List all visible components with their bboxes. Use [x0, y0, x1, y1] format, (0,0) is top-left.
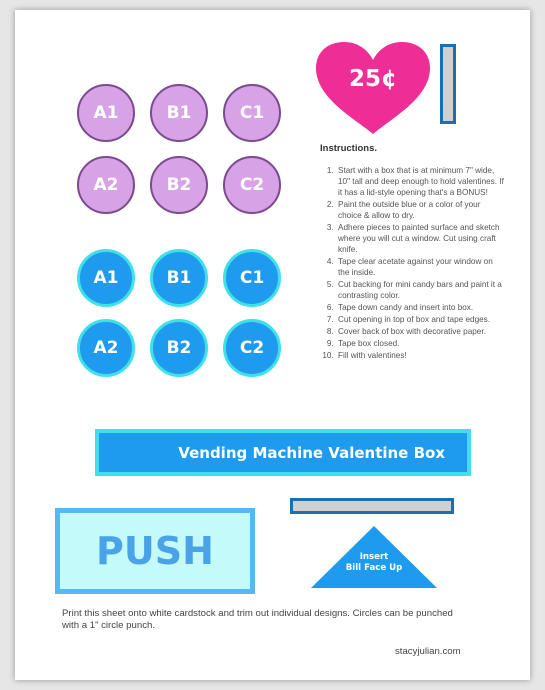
blue-circle-c1: C1: [223, 249, 281, 307]
blue-circle-c2: C2: [223, 319, 281, 377]
print-note: Print this sheet onto white cardstock and trim out individual designs. Circles can be punched with a 1" circle punch.: [62, 608, 453, 631]
instruction-step: 6. Tape down candy and insert into box.: [336, 302, 506, 313]
price-label: 25¢: [348, 66, 397, 92]
banner-title: Vending Machine Valentine Box: [178, 443, 445, 462]
bill-slot-horizontal: [290, 498, 454, 514]
push-label: PUSH: [96, 529, 214, 573]
instruction-step: 1. Start with a box that is at minimum 7" wide, 10" tall and deep enough to hold valentines. If it has a lid-style opening that's a BONUS!: [336, 165, 506, 198]
bill-instruction-label: [330, 552, 418, 573]
instruction-step: 9. Tape box closed.: [336, 338, 506, 349]
site-credit: stacyjulian.com: [395, 646, 461, 657]
coin-slot-vertical: [440, 44, 456, 124]
title-banner: [95, 429, 471, 476]
purple-circle-a2: A2: [77, 156, 135, 214]
blue-circle-a1: A1: [77, 249, 135, 307]
purple-circle-c1: C1: [223, 84, 281, 142]
instruction-step: 3. Adhere pieces to painted surface and sketch where you will cut a window. Cut using craft knife.: [336, 222, 506, 255]
instructions-panel: [318, 143, 506, 362]
instruction-step: 5. Cut backing for mini candy bars and paint it a contrasting color.: [336, 279, 506, 301]
instructions-list: [318, 165, 506, 361]
instruction-step: 10. Fill with valentines!: [336, 350, 506, 361]
blue-circle-b2: B2: [150, 319, 208, 377]
instructions-title: Instructions.: [320, 143, 378, 154]
instruction-step: 7. Cut opening in top of box and tape edges.: [336, 314, 506, 325]
instruction-step: 2. Paint the outside blue or a color of your choice & allow to dry.: [336, 199, 506, 221]
printable-sheet: [15, 10, 530, 680]
bill-instruction-line1: Insert: [359, 552, 389, 562]
purple-circle-b1: B1: [150, 84, 208, 142]
purple-circle-b2: B2: [150, 156, 208, 214]
instruction-step: 8. Cover back of box with decorative paper.: [336, 326, 506, 337]
blue-circle-b1: B1: [150, 249, 208, 307]
purple-circle-c2: C2: [223, 156, 281, 214]
instruction-step: 4. Tape clear acetate against your window on the inside.: [336, 256, 506, 278]
push-button: [55, 508, 255, 594]
bill-instruction-line2: Bill Face Up: [345, 562, 403, 573]
purple-circle-a1: A1: [77, 84, 135, 142]
blue-circle-a2: A2: [77, 319, 135, 377]
